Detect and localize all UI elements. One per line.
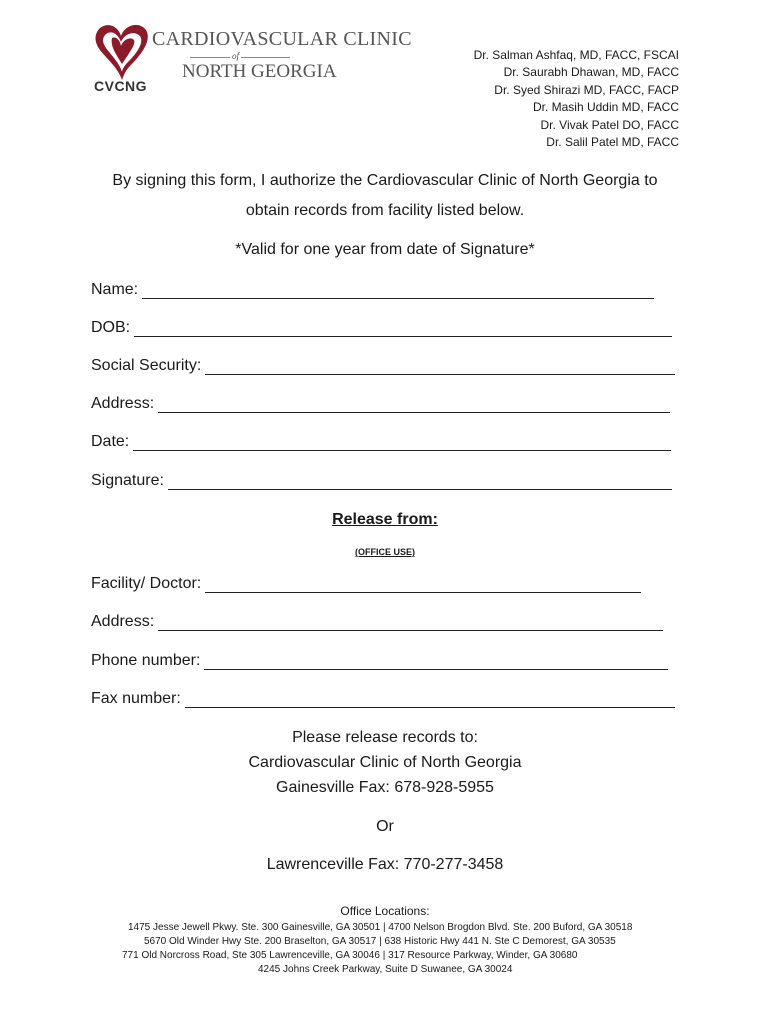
office-location-line: 4245 Johns Creek Parkway, Suite D Suwanee, GA 30024 [258, 964, 513, 975]
office-location-line: 1475 Jesse Jewell Pkwy. Ste. 300 Gainesville, GA 30501 | 4700 Nelson Brogdon Blvd. Ste. 200 Buford, GA 30518 [128, 922, 633, 933]
address-field [91, 395, 670, 413]
date-field [91, 433, 671, 451]
authorization-statement-line2: obtain records from facility listed below. [245, 202, 525, 219]
gainesville-fax: Gainesville Fax: 678-928-5955 [276, 779, 494, 796]
date-label: Date: [91, 433, 130, 450]
phone-number-input-line[interactable] [204, 655, 668, 670]
doctor-name: Dr. Saurabh Dhawan, MD, FACC [503, 65, 679, 80]
validity-note: *Valid for one year from date of Signature* [235, 241, 535, 258]
doctors-list [474, 47, 679, 151]
signature-input-line[interactable] [168, 475, 672, 490]
release-address-field [91, 613, 663, 631]
release-to-clinic: Cardiovascular Clinic of North Georgia [248, 754, 522, 771]
office-use-note: (OFFICE USE) [355, 547, 415, 557]
phone-number-label: Phone number: [91, 652, 201, 669]
logo-of: of [232, 51, 240, 61]
facility-doctor-input-line[interactable] [205, 578, 641, 593]
doctor-name: Dr. Salman Ashfaq, MD, FACC, FSCAI [473, 48, 679, 62]
authorization-statement-line1: By signing this form, I authorize the Cardiovascular Clinic of North Georgia to [112, 172, 658, 189]
logo-name-line1: CARDIOVASCULAR CLINIC [152, 28, 412, 50]
fax-number-label: Fax number: [91, 690, 181, 707]
social-security-input-line[interactable] [205, 360, 675, 375]
dob-field [91, 319, 672, 337]
social-security-field [91, 357, 675, 375]
release-address-label: Address: [91, 613, 155, 630]
office-locations-heading: Office Locations: [340, 904, 430, 918]
facility-doctor-field [91, 575, 641, 593]
signature-field [91, 472, 672, 490]
fax-number-field [91, 690, 675, 708]
date-input-line[interactable] [133, 436, 671, 451]
fax-number-input-line[interactable] [185, 693, 675, 708]
release-to-heading: Please release records to: [292, 729, 478, 746]
logo-abbreviation: CVCNG [94, 78, 148, 94]
clinic-logo [90, 20, 412, 100]
name-input-line[interactable] [142, 284, 654, 299]
doctor-name: Dr. Salil Patel MD, FACC [546, 135, 679, 150]
lawrenceville-fax: Lawrenceville Fax: 770-277-3458 [266, 856, 504, 873]
doctor-name: Dr. Syed Shirazi MD, FACC, FACP [494, 82, 679, 97]
social-security-label: Social Security: [91, 357, 202, 374]
name-label: Name: [91, 281, 139, 298]
facility-doctor-label: Facility/ Doctor: [91, 575, 202, 592]
office-location-line: 771 Old Norcross Road, Ste 305 Lawrenceville, GA 30046 | 317 Resource Parkway, Winder, GA 30680 [122, 950, 578, 961]
or-separator: Or [376, 818, 394, 835]
logo-name-line2: NORTH GEORGIA [182, 61, 337, 82]
release-from-heading: Release from: [332, 511, 438, 528]
doctor-name: Dr. Vivak Patel DO, FACC [540, 117, 679, 132]
release-address-input-line[interactable] [158, 616, 663, 631]
phone-number-field [91, 652, 668, 670]
name-field [91, 281, 654, 299]
address-input-line[interactable] [158, 398, 670, 413]
dob-label: DOB: [91, 319, 131, 336]
signature-label: Signature: [91, 472, 164, 489]
address-label: Address: [91, 395, 155, 412]
office-location-line: 5670 Old Winder Hwy Ste. 200 Braselton, GA 30517 | 638 Historic Hwy 441 N. Ste C Demorest, GA 30535 [144, 936, 616, 947]
heart-logo-icon [90, 20, 152, 82]
dob-input-line[interactable] [134, 322, 672, 337]
doctor-name: Dr. Masih Uddin MD, FACC [532, 100, 679, 115]
